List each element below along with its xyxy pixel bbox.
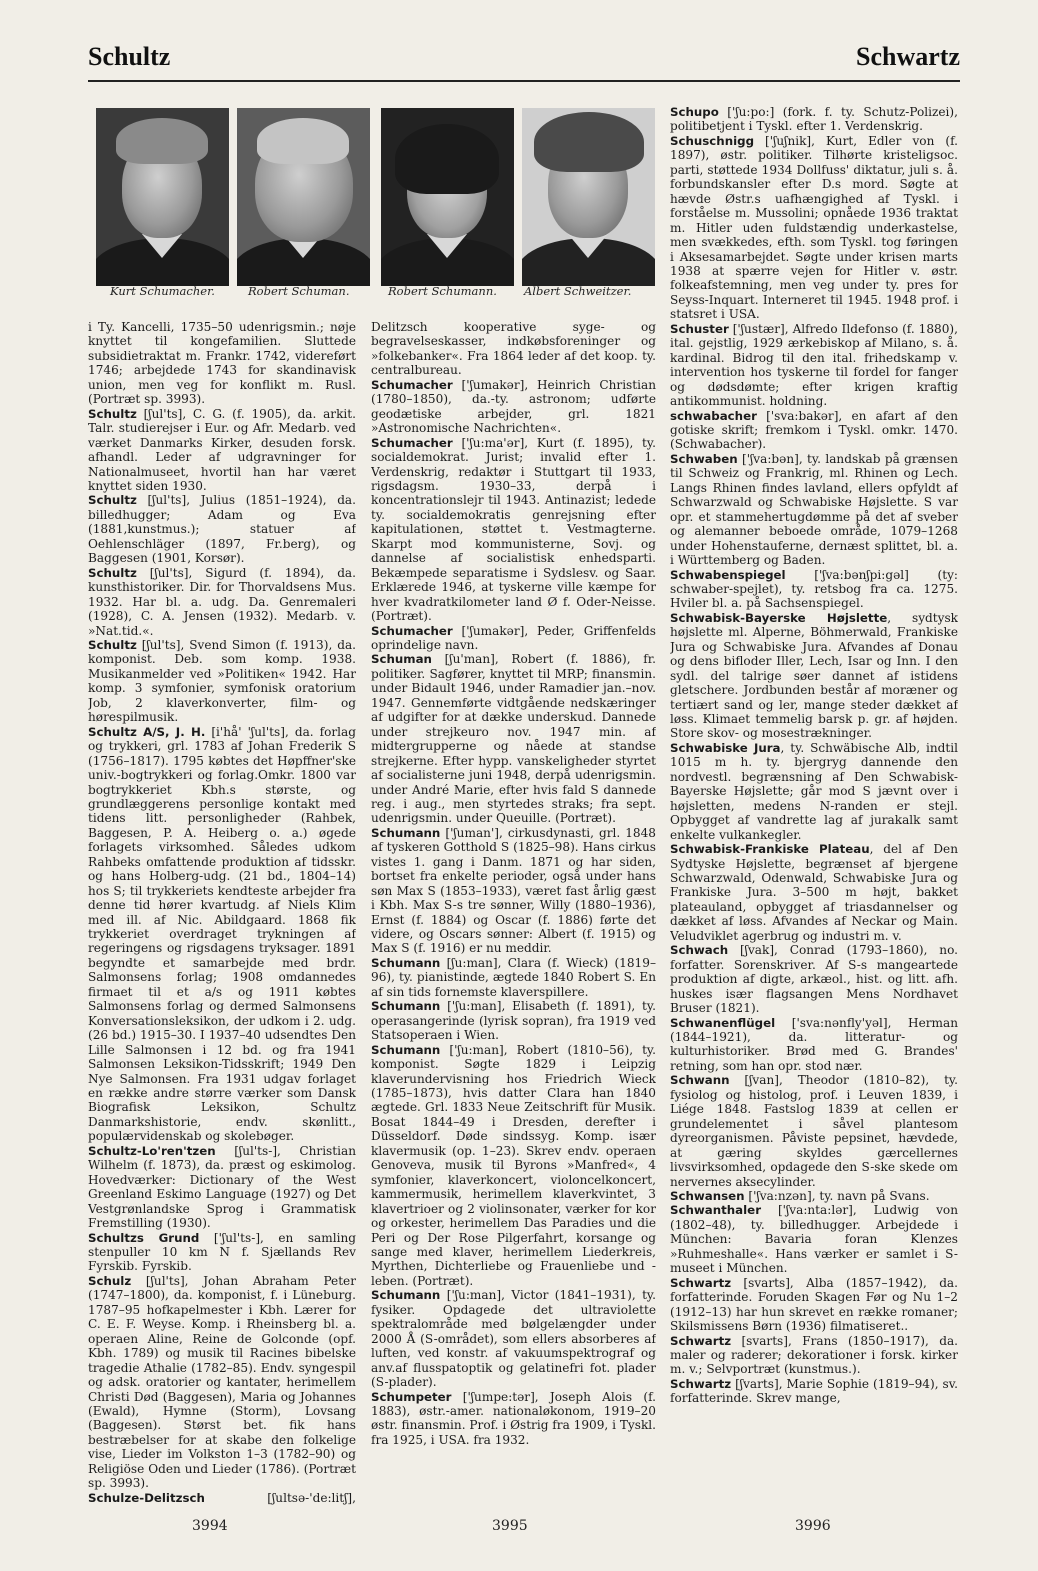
entry-headword: Schultz-Lo'ren'tzen — [88, 1143, 216, 1158]
dictionary-entry — [371, 956, 656, 999]
entry-text: ['ʃumakər], Peder, Griffenfelds oprindelige navn. — [371, 623, 656, 652]
entry-headword: Schwanenflügel — [670, 1015, 776, 1030]
entry-text: Delitzsch kooperative syge- og begravelseskasser, indkøbsforeninger og »folkebanker«. Fra 1864 leder af det koop. ty. centralbureau. — [371, 320, 656, 378]
portrait-caption: Albert Schweitzer. — [524, 284, 632, 298]
dictionary-entry — [88, 493, 356, 565]
dictionary-entry — [88, 320, 356, 407]
dictionary-entry — [670, 842, 958, 943]
column-1 — [88, 320, 356, 1505]
page-number: 3995 — [492, 1518, 528, 1534]
entry-headword: Schumacher — [371, 623, 453, 638]
dictionary-entry — [670, 134, 958, 322]
entry-text: [ʃul'ts], Sigurd (f. 1894), da. kunsthistoriker. Dir. for Thorvaldsens Mus. 1932. Har bl. a. udg. Da. Genremaleri (1928), C. A. Jensen (1932). Medarb. v. »Nat.tid.«. — [88, 565, 356, 638]
running-head-right: Schwartz — [856, 42, 960, 71]
entry-text: [ʃvarts], Marie Sophie (1819–94), sv. forfatterinde. Skrev mange, — [670, 1376, 958, 1406]
dictionary-entry — [88, 1491, 356, 1505]
dictionary-entry — [371, 320, 656, 378]
entry-headword: Schultz A/S, J. H. — [88, 724, 206, 739]
entry-headword: Schultzs Grund — [88, 1230, 200, 1245]
dictionary-entry — [670, 1073, 958, 1189]
entry-text: , ty. Schwäbische Alb, indtil 1015 m h. ty. bjergryg dannende den nordvestl. begrænsning af Den Schwabisk-Bayerske Højslette; går mod S jævnt over i højsletten, medens N-randen er stejl. Opbygget af vandrette lag af jurakalk samt enkelte vulkankegler. — [670, 740, 958, 842]
portrait-caption: Kurt Schumacher. — [110, 284, 215, 298]
entry-text: [i'hå' 'ʃul'ts], da. forlag og trykkeri, grl. 1783 af Johan Frederik S (1756–1817). 1795 købtes det Høpffner'ske univ.-bogtrykkeri og forlag.Omkr. 1800 var bogtrykkeriet Kbh.s største, og grundlæggerens personlige kontakt med tidens litt. personligheder (Rahbek, Baggesen, P. A. Heiberg o. a.) øgede forlagets virksomhed. Således udkom Rahbeks omfattende produktion af tidsskr. og hans Holberg-udg. (21 bd., 1804–14) hos S; til trykkeriets kendteste arbejder fra denne tid hører kvartudg. af Niels Klim med ill. af Nic. Abildgaard. 1868 fik trykkeriet overdraget trykningen af regeringens og rigsdagens tryksager. 1891 begyndte et samarbejde med brdr. Salmonsens forlag; 1908 omdannedes firmaet til et a/s og 1911 købtes Salmonsens forlag og dermed Salmonsens Konversationsleksikon, der udkom i 2. udg. (26 bd.) 1915–30. I 1937–40 udsendtes Den Lille Salmonsen i 12 bd. og fra 1941 Salmonsen Leksikon-Tidsskrift; 1949 Den Nye Salmonsen. Fra 1931 udgav forlaget en række andre større værker som Dansk Biografisk Leksikon, Schultz Danmarkshistorie, endv. skønlitt., populærvidenskab og skolebøger. — [88, 724, 356, 1144]
entry-text: [svarts], Frans (1850–1917), da. maler og raderer; dekorationer i forsk. kirker m. v.; Selvportræt (kunstmus.). — [670, 1333, 958, 1377]
entry-text: [ʃul'ts], C. G. (f. 1905), da. arkit. Talr. studierejser i Eur. og Afr. Medarb. ved værket Danmarks Kirker, desuden forsk. afhandl. Leder af udgravninger for Nationalmuseet, hvortil han har været knyttet siden 1930. — [88, 406, 356, 493]
entry-headword: Schuschnigg — [670, 133, 755, 148]
entry-text: [ʃul'ts-], Christian Wilhelm (f. 1873), da. præst og eskimolog. Hovedværker: Dictionary of the West Greenland Eskimo Language (1927) og Det Vestgrønlandske Sprog i Grammatisk Fremstilling (1930). — [88, 1143, 356, 1231]
entry-headword: Schwabiske Jura — [670, 740, 781, 755]
entry-headword: Schuman — [371, 652, 432, 667]
entry-text: ['ʃuman'], cirkusdynasti, grl. 1848 af tyskeren Gotthold S (1825–98). Hans cirkus vistes 1. gang i Danm. 1871 og har siden, bortset fra enkelte perioder, også under hans søn Max S (1853–1933), været fast årlig gæst i Kbh. Max S-s tre sønner, Willy (1880–1936), Ernst (f. 1884) og Oscar (f. 1886) førte det videre, og Oscars sønner: Albert (f. 1915) og Max S (f. 1916) er nu meddir. — [371, 825, 656, 956]
entry-text: , del af Den Sydtyske Højslette, begrænset af bjergene Schwarzwald, Odenwald, Schwabiske Jura og Frankiske Jura. 3–500 m højt, bakket plateauland, opbygget af triasdannelser og dækket af løss. Afvandes af Neckar og Main. Veludviklet agerbrug og industri m. v. — [670, 842, 958, 943]
entry-headword: Schultz — [88, 406, 137, 421]
entry-headword: Schwanthaler — [670, 1203, 762, 1218]
entry-headword: Schumann — [371, 999, 441, 1014]
page-numbers — [0, 1518, 1038, 1538]
entry-headword: Schupo — [670, 105, 719, 119]
dictionary-entry — [88, 1231, 356, 1274]
dictionary-entry — [670, 1016, 958, 1074]
dictionary-entry — [371, 652, 656, 825]
entry-headword: Schultz — [88, 493, 137, 508]
dictionary-entry — [371, 826, 656, 956]
dictionary-entry — [670, 1377, 958, 1406]
dictionary-entry — [371, 1390, 656, 1448]
entry-headword: Schwaben — [670, 451, 738, 466]
entry-text: ['ʃu:man], Elisabeth (f. 1891), ty. operasangerinde (lyrisk sopran), fra 1919 ved Statsoperaen i Wien. — [371, 999, 656, 1043]
entry-text: , sydtysk højslette ml. Alperne, Böhmerwald, Frankiske Jura og Schwabiske Jura. Afvandes af Donau og dens bifloder Iller, Lech, Isar og Inn. I den sydl. del talrige søer dannet af istidens gletschere. Jordbunden består af moræner og tertiært sand og ler, mange steder dækket af løss. Klimaet temmelig barsk p. gr. af højden. Store skov- og mosestrækninger. — [670, 610, 958, 741]
dictionary-entry — [670, 105, 958, 134]
dictionary-entry — [88, 725, 356, 1144]
entry-text: ['sva:nənfly'yəl], Herman (1844–1921), da. litteratur- og kulturhistoriker. Brød med G. Brandes' retning, som han opr. stod nær. — [670, 1015, 958, 1073]
entry-headword: Schwartz — [670, 1376, 732, 1391]
dictionary-entry — [371, 1288, 656, 1389]
dictionary-entry — [371, 999, 656, 1042]
entry-text: ['ʃumpe:tər], Joseph Alois (f. 1883), østr.-amer. nationaløkonom, 1919–20 østr. finansmin. Prof. i Østrig fra 1909, i Tyskl. fra 1925, i USA. fra 1932. — [371, 1389, 656, 1447]
dictionary-entry — [371, 1043, 656, 1289]
entry-headword: Schumann — [371, 825, 441, 840]
entry-text: ['ʃu:po:] (fork. f. ty. Schutz-Polizei), politibetjent i Tyskl. efter 1. Verdenskrig. — [670, 105, 958, 134]
entry-headword: Schumacher — [371, 435, 453, 450]
entry-text: ['ʃva:bən], ty. landskab på grænsen til Schweiz og Frankrig, ml. Rhinen og Lech. Langs Rhinen findes lavland, ellers opfyldt af Schwarzwald og Schwabiske Højslette. S var opr. et stammehertugdømme på det af sveber og alemanner beboede område, 1079–1268 under Hohenstauferne, dernæst splittet, bl. a. i Württemberg og Baden. — [670, 451, 958, 568]
entry-text: [ʃu:man], Clara (f. Wieck) (1819–96), ty. pianistinde, ægtede 1840 Robert S. En af sin tids fornemste klaverspillere. — [371, 955, 656, 999]
portrait-row — [96, 108, 656, 304]
dictionary-entry — [670, 943, 958, 1015]
dictionary-entry — [670, 741, 958, 842]
entry-text: [ʃvak], Conrad (1793–1860), no. forfatter. Sorenskriver. Af S-s mangeartede produktion af digte, arkæol., hist. og litt. afh. huskes især flagsangen Mens Nordhavet Bruser (1821). — [670, 943, 958, 1016]
entry-headword: Schwartz — [670, 1333, 732, 1348]
portrait-albert-schweitzer — [522, 108, 655, 286]
header-rule — [88, 80, 960, 82]
dictionary-entry — [670, 322, 958, 409]
entry-headword: schwabacher — [670, 408, 757, 423]
portrait-kurt-schumacher — [96, 108, 229, 286]
entry-headword: Schwartz — [670, 1275, 732, 1290]
entry-headword: Schwabisk-Bayerske Højslette — [670, 610, 888, 625]
running-head-left: Schultz — [88, 42, 171, 71]
portrait-captions — [96, 284, 656, 300]
dictionary-entry — [88, 407, 356, 494]
entry-text: [ʃu'man], Robert (f. 1886), fr. politiker. Sagfører, knyttet til MRP; finansmin. under Bidault 1946, under Ramadier jan.–nov. 1947. Gennemførte vidtgående nedskæringer af udgifter for at dække underskud. Dannede under strejkeuro nov. 1947 min. af midtergrupperne og nåede at standse strejkerne. Efter hypp. vanskeligheder styrtet af socialisterne juni 1948, derpå udenrigsmin. under André Marie, efter hvis fald S dannede reg. i aug., men styrtedes straks; fra sept. udenrigsmin. under Queuille. (Portræt). — [371, 652, 656, 826]
entry-text: ['ʃustær], Alfredo Ildefonso (f. 1880), ital. gejstlig, 1929 ærkebiskop af Milano, s. å. kardinal. Bidrog til den ital. frihedskamp v. intervention hos tyskerne til fordel for fanger og dødsdømte; efter krigen kraftig antikommunist. holdning. — [670, 321, 958, 409]
entry-text: ['ʃu:man], Robert (1810–56), ty. komponist. Søgte 1829 i Leipzig klaverundervisning hos Friedrich Wieck (1785–1873), hvis datter Clara han 1840 ægtede. Grl. 1833 Neue Zeitschrift für Musik. Bosat 1844–49 i Dresden, derefter i Düsseldorf. Døde sindssyg. Komp. især klavermusik (op. 1–23). Skrev endv. operaen Genoveva, musik til Byrons »Manfred«, 4 symfonier, klaverkoncert, violoncelkoncert, kammermusik, herimellem klaverkvintet, 3 klavertrioer og 2 violinsonater, værker for kor og orkester, herimellem Das Paradies und die Peri og Der Rose Pilgerfahrt, korsange og sange med klaver, herimellem Liederkreis, Myrthen, Dichterliebe og Frauenliebe und -leben. (Portræt). — [371, 1042, 656, 1288]
dictionary-entry — [670, 1334, 958, 1377]
entry-headword: Schumann — [371, 955, 441, 970]
dictionary-entry — [670, 611, 958, 741]
dictionary-entry — [371, 624, 656, 653]
dictionary-entry — [670, 452, 958, 568]
entry-text: ['sva:bakər], en afart af den gotiske skrift; fremkom i Tyskl. omkr. 1470. (Schwabacher). — [670, 408, 958, 452]
dictionary-entry — [88, 566, 356, 638]
entry-text: ['ʃumakər], Heinrich Christian (1780–1850), da.-ty. astronom; udførte geodætiske arbejder, grl. 1821 »Astronomische Nachrichten«. — [371, 377, 656, 436]
entry-text: [ʃul'ts], Johan Abraham Peter (1747–1800), da. komponist, f. i Lüneburg. 1787–95 hofkapelmester i Kbh. Lærer for C. E. F. Weyse. Komp. i Rheinsberg bl. a. operaen Aline, Reine de Golconde (opf. Kbh. 1789) og musik til Racines bibelske tragedie Athalie (1782–85). Endv. syngespil og adsk. oratorier og kantater, herimellem Christi Død (Baggesen), Maria og Johannes (Ewald), Hymne (Storm), Lovsang (Baggesen). Størst bet. fik hans bestræbelser for at skabe den folkelige vise, Lieder im Volkston 1–3 (1782–90) og Religiöse Oden und Lieder (1786). (Portræt sp. 3993). — [88, 1273, 356, 1491]
page-number: 3994 — [192, 1518, 228, 1534]
dictionary-entry — [371, 436, 656, 624]
dictionary-entry — [371, 378, 656, 436]
entry-text: ['ʃu:ma'ər], Kurt (f. 1895), ty. socialdemokrat. Jurist; invalid efter 1. Verdenskrig, redaktør i Stuttgart til 1933, rigsdagsm. 1930–33, derpå i koncentrationslejr til 1943. Antinazist; ledede ty. socialdemokratis genrejsning efter kapitulationen, støttet t. Vestmagterne. Skarpt mod kommunisterne, Sovj. og dannelse af socialistisk enhedsparti. Bekæmpede separatisme i Sydslesv. og Saar. Erklærede 1946, at tyskerne ville kæmpe for hver kvadratkilometer land Ø f. Oder-Neisse. (Portræt). — [371, 435, 656, 624]
dictionary-entry — [670, 568, 958, 611]
portrait-robert-schumann — [381, 108, 514, 286]
dictionary-entry — [670, 1276, 958, 1334]
dictionary-entry — [88, 638, 356, 725]
entry-text: ['ʃva:nta:lər], Ludwig von (1802–48), ty. billedhugger. Arbejdede i München: Bavaria foran Klenzes »Ruhmeshalle«. Hans værker er samlet i S-museet i München. — [670, 1203, 958, 1276]
entry-text: [ʃvan], Theodor (1810–82), ty. fysiolog og histolog, prof. i Leuven 1839, i Liége 1848. Fastslog 1839 at cellen er grundelementet i såvel plantesom dyreorganismen. Påviste pepsinet, hævdede, at gæring skyldes gærcellernes livsvirksomhed, opdagede den S-ske skede om nervernes aksecylinder. — [670, 1073, 958, 1189]
dictionary-entry — [88, 1144, 356, 1231]
entry-text: [ʃul'ts], Julius (1851–1924), da. billedhugger; Adam og Eva (1881,kunstmus.); statuer af Oehlenschläger (1897, Fr.berg), og Baggesen (1901, Korsør). — [88, 493, 356, 566]
entry-text: ['ʃu:man], Victor (1841–1931), ty. fysiker. Opdagede det ultraviolette spektralområde med bølgelængder under 2000 Å (S-området), som ellers absorberes af luften, ved konstr. af vakuumspektrograf og anv.af flusspatoptik og gelatinefri fot. plader (S-plader). — [371, 1288, 656, 1390]
entry-headword: Schumpeter — [371, 1389, 452, 1404]
entry-headword: Schuster — [670, 321, 729, 336]
entry-headword: Schultz — [88, 565, 137, 580]
column-3 — [670, 105, 958, 1505]
entry-text: ['ʃul'ts-], en samling stenpuller 10 km N f. Sjællands Rev Fyrskib. Fyrskib. — [88, 1230, 356, 1274]
entry-headword: Schwach — [670, 943, 729, 958]
entry-text: i Ty. Kancelli, 1735–50 udenrigsmin.; nøje knyttet til kongefamilien. Sluttede subsidietraktat m. Frankr. 1742, videreført 1746; arbejdede 1743 for skandinavisk union, men veg for konflikt m. Rusl. (Portræt sp. 3993). — [88, 320, 356, 407]
entry-text: [ʃultsə-'de:litʃ], — [267, 1490, 356, 1505]
entry-text: [ʃul'ts], Svend Simon (f. 1913), da. komponist. Deb. som komp. 1938. Musikanmelder ved »Politiken« 1942. Har komp. 3 symfonier, symfonisk oratorium Job, 2 klaverkonverter, film- og hørespilmusik. — [88, 637, 356, 725]
portrait-caption: Robert Schuman. — [248, 284, 350, 298]
dictionary-entry — [670, 1189, 958, 1203]
entry-headword: Schumacher — [371, 377, 453, 392]
dictionary-entry — [670, 1203, 958, 1275]
entry-headword: Schumann — [371, 1288, 441, 1303]
entry-headword: Schulz — [88, 1273, 132, 1288]
dictionary-entry — [670, 409, 958, 452]
entry-headword: Schultz — [88, 637, 137, 652]
running-head — [88, 42, 960, 72]
entry-text: ['ʃuʃnik], Kurt, Edler von (f. 1897), østr. politiker. Tilhørte kristeligsoc. parti, støttede 1934 Dollfuss' diktatur, juli s. å. forbundskansler efter D.s mord. Søgte at hævde Østr.s uafhængighed af Tyskl. i forståelse m. Mussolini; opnåede 1936 traktat m. Hitler uden fuldstændig underkastelse, men svækkedes, efth. som Tyskl. tog føringen i Aksesamarbejdet. Søgte under krisen marts 1938 at spærre vejen for Hitler v. østr. folkeafstemning, men veg under ty. pres for Seyss-Inquart. Interneret til 1945. 1948 prof. i statsret i USA. — [670, 133, 958, 322]
entry-text: [svarts], Alba (1857–1942), da. forfatterinde. Foruden Skagen Før og Nu 1–2 (1912–13) har hun skrevet en række romaner; Skilsmissens Børn (1936) filmatiseret.. — [670, 1275, 958, 1334]
portrait-robert-schuman — [237, 108, 370, 286]
entry-text: ['ʃva:bənʃpi:gəl] (ty: schwaber-spejlet), ty. retsbog fra ca. 1275. Hviler bl. a. på Sachsenspiegel. — [670, 567, 958, 611]
entry-headword: Schwansen — [670, 1188, 745, 1203]
portrait-caption: Robert Schumann. — [388, 284, 497, 298]
entry-headword: Schwabenspiegel — [670, 567, 786, 582]
entry-headword: Schwann — [670, 1073, 730, 1088]
entry-headword: Schumann — [371, 1042, 441, 1057]
entry-headword: Schwabisk-Frankiske Plateau — [670, 842, 870, 857]
page-number: 3996 — [795, 1518, 831, 1534]
dictionary-entry — [88, 1274, 356, 1491]
column-2 — [371, 320, 656, 1505]
entry-text: ['ʃva:nzən], ty. navn på Svans. — [744, 1188, 930, 1203]
entry-headword: Schulze-Delitzsch — [88, 1490, 205, 1505]
